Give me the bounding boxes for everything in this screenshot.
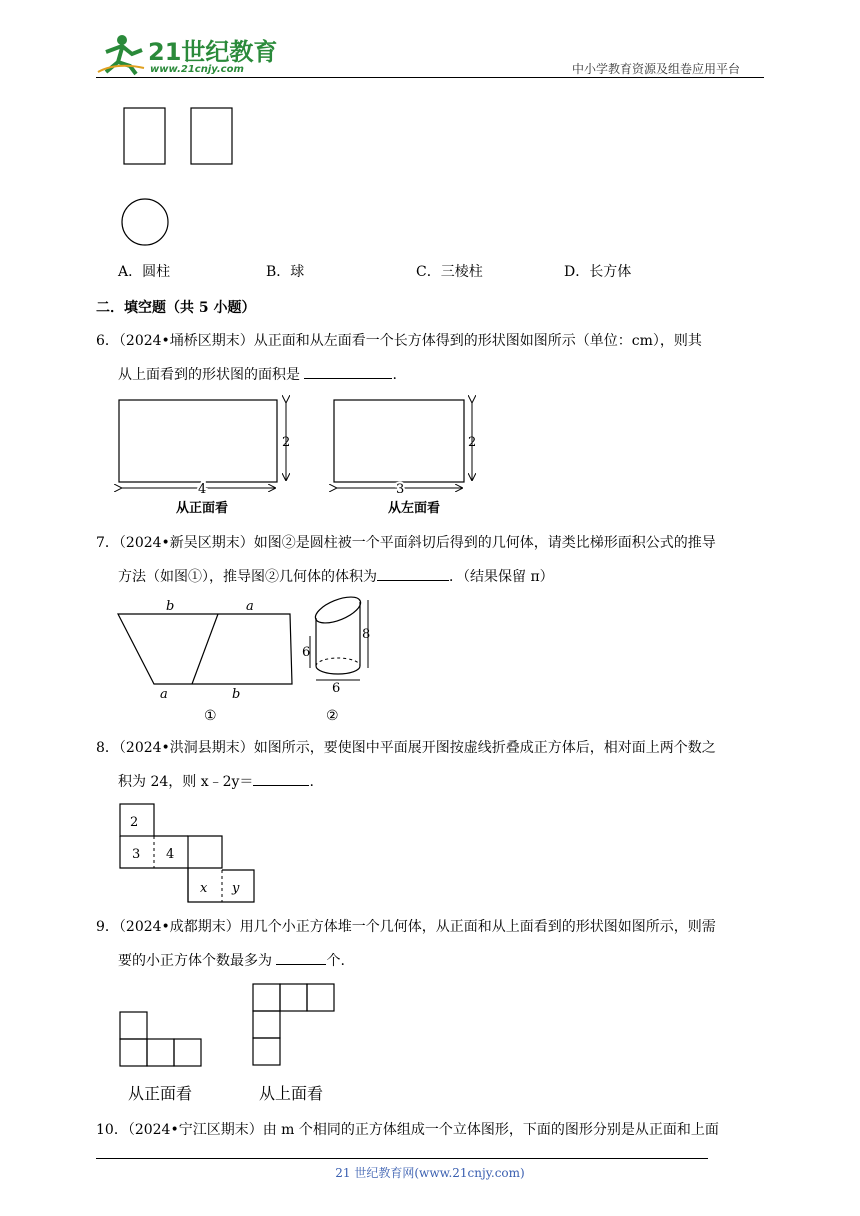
q6-answer-blank[interactable] xyxy=(304,378,392,379)
q7-label-bottom-6: 6 xyxy=(332,681,341,696)
q5-figure xyxy=(118,104,238,250)
q6-figure xyxy=(114,394,484,520)
header xyxy=(0,0,860,80)
q8-answer-blank[interactable] xyxy=(253,785,309,786)
q8-cell-4: 4 xyxy=(166,847,175,862)
q7-text-line2: 方法（如图①），推导图②几何体的体积为 ．（结果保留 π） xyxy=(118,569,554,585)
q5-option-d: D．长方体 xyxy=(564,264,632,280)
q10-text-line1: 10．（2024•宁江区期末）由 m 个相同的正方体组成一个立体图形，下面的图形分别是从正面和上面 xyxy=(96,1122,719,1138)
q7-cylinder-top xyxy=(312,596,364,628)
q7-label-top-b: b xyxy=(166,599,175,614)
q5-option-c: C．三棱柱 xyxy=(416,264,483,280)
q6-front-height-label: 2 xyxy=(282,435,291,450)
q9-text-line1: 9．（2024•成都期末）用几个小正方体堆一个几何体，从正面和从上面看到的形状图如图所示，则需 xyxy=(96,919,716,935)
q7-cylinder-base-front xyxy=(316,666,360,674)
q7-label-left-6: 6 xyxy=(302,645,311,660)
q6-front-caption: 从正面看 xyxy=(176,501,229,516)
header-rule xyxy=(96,77,764,78)
q9-caption-top: 从上面看 xyxy=(259,1084,324,1103)
q8-text-line1: 8．（2024•洪洞县期末）如图所示，要使图中平面展开图按虚线折叠成正方体后，相对面上两个数之 xyxy=(96,740,716,756)
q8-text-line2: 积为 24，则 x﹣2y＝ . xyxy=(118,774,314,790)
logo-title: 21世纪教育 xyxy=(148,38,278,66)
q7-label-top-a: a xyxy=(246,599,254,614)
q5-rect-front xyxy=(124,108,165,164)
q7-label-bot-a: a xyxy=(160,687,168,702)
q7-split-line xyxy=(192,614,218,684)
logo-url: www.21cnjy.com xyxy=(150,64,244,75)
q7-cylinder-base-back xyxy=(316,658,360,666)
q5-option-a: A．圆柱 xyxy=(118,264,171,280)
q8-cell-3: 3 xyxy=(132,847,141,862)
q7-caption-2: ② xyxy=(326,708,339,724)
section-title: 二．填空题（共 5 小题） xyxy=(96,300,256,316)
q9-front-view xyxy=(118,1010,204,1068)
q6-left-rect xyxy=(334,400,464,482)
q6-text-line1: 6．（2024•埇桥区期末）从正面和从左面看一个长方体得到的形状图如图所示（单位：cm），则其 xyxy=(96,333,702,349)
q6-front-rect xyxy=(119,400,277,482)
q7-figure xyxy=(114,596,384,724)
header-tagline: 中小学教育资源及组卷应用平台 xyxy=(572,62,741,76)
q8-cell-x: x xyxy=(200,881,208,896)
q5-circle-top xyxy=(122,199,168,245)
q8-net-figure xyxy=(118,802,258,904)
q8-cell-y: y xyxy=(232,881,240,896)
q6-left-width-label: 3 xyxy=(396,482,405,497)
q9-caption-front: 从正面看 xyxy=(128,1084,193,1103)
q9-answer-blank[interactable] xyxy=(276,964,326,965)
q6-text-line2: 从上面看到的形状图的面积是 . xyxy=(118,367,397,383)
logo-icon xyxy=(96,32,148,76)
q7-label-right-8: 8 xyxy=(362,627,371,642)
q8-cell-2: 2 xyxy=(130,815,139,830)
q7-label-bot-b: b xyxy=(232,687,241,702)
q9-text-line2: 要的小正方体个数最多为 个. xyxy=(118,953,345,969)
q6-left-caption: 从左面看 xyxy=(388,501,441,516)
q5-option-b: B．球 xyxy=(266,264,305,280)
q5-rect-side xyxy=(191,108,232,164)
footer-text: 21 世纪教育网(www.21cnjy.com) xyxy=(335,1166,525,1180)
q9-top-view xyxy=(251,982,337,1068)
q6-front-width-label: 4 xyxy=(198,482,207,497)
q6-left-height-label: 2 xyxy=(468,435,477,450)
q7-text-line1: 7．（2024•新吴区期末）如图②是圆柱被一个平面斜切后得到的几何体，请类比梯形面积公式的推导 xyxy=(96,535,716,551)
q7-answer-blank[interactable] xyxy=(377,580,449,581)
footer-rule xyxy=(96,1158,708,1159)
q7-caption-1: ① xyxy=(204,708,217,724)
